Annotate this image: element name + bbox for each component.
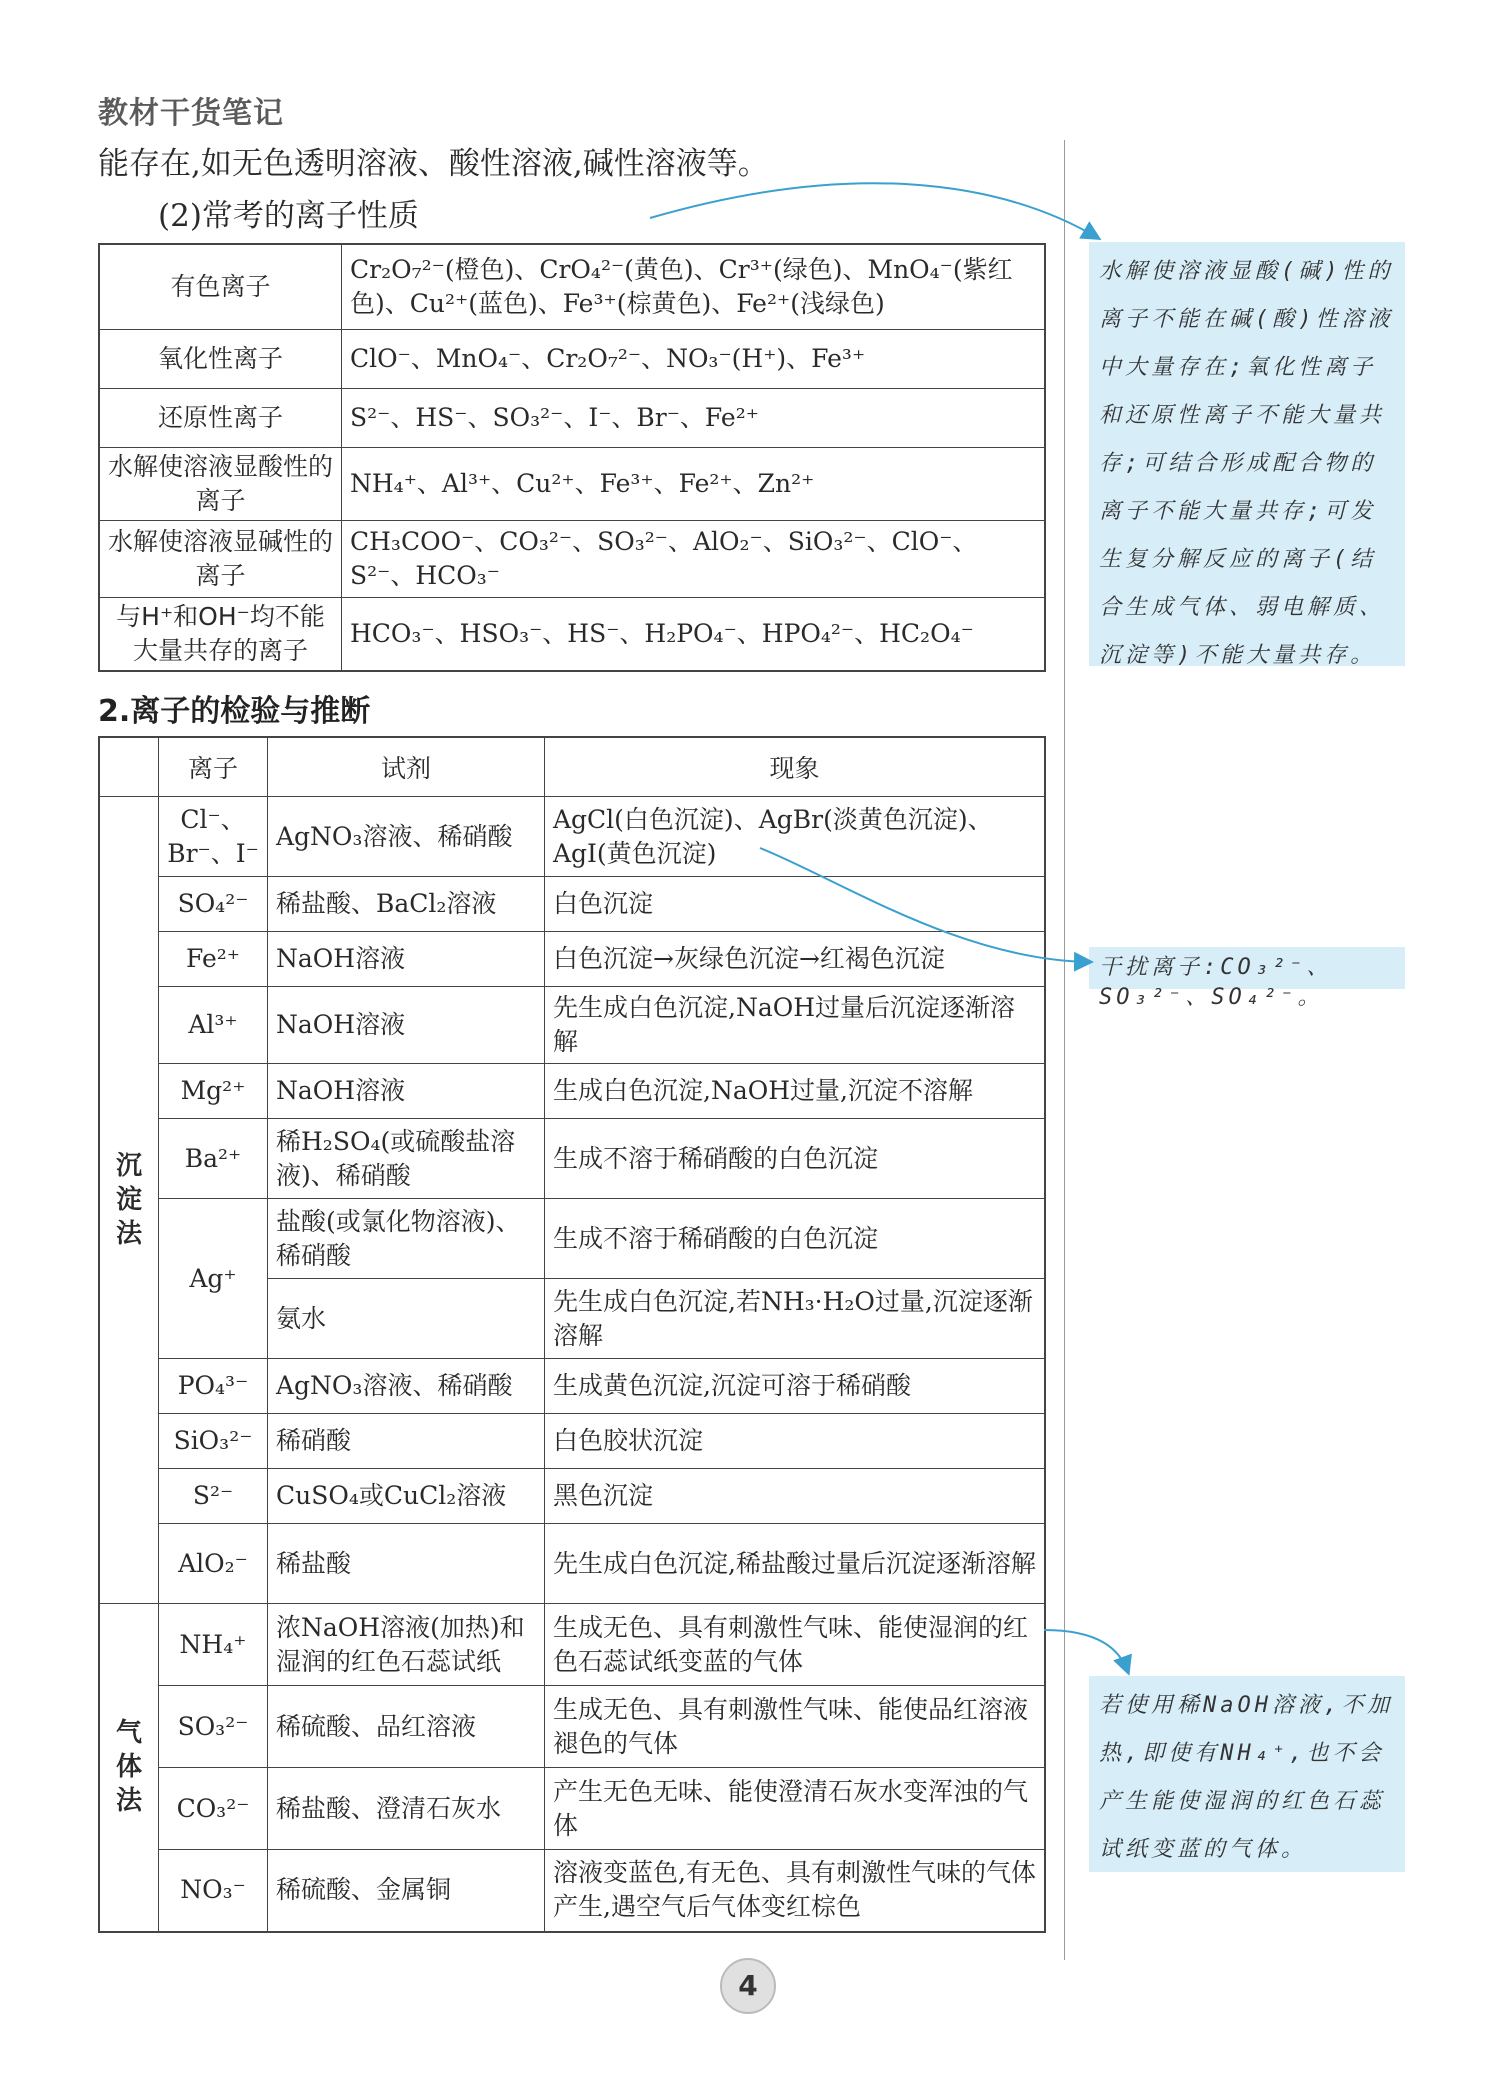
phenomenon-cell: 白色胶状沉淀 <box>545 1414 1046 1469</box>
page-header: 教材干货笔记 <box>98 96 284 131</box>
reagent-cell: NaOH溶液 <box>268 1064 545 1119</box>
reagent-cell: AgNO₃溶液、稀硝酸 <box>268 797 545 877</box>
row-key: 水解使溶液显酸性的离子 <box>99 448 342 521</box>
page-number: 4 <box>720 1958 776 2014</box>
phenomenon-cell: 黑色沉淀 <box>545 1469 1046 1524</box>
reagent-cell: NaOH溶液 <box>268 987 545 1064</box>
phenomenon-cell: 溶液变蓝色,有无色、具有刺激性气味的气体产生,遇空气后气体变红棕色 <box>545 1850 1046 1932</box>
reagent-cell: 浓NaOH溶液(加热)和湿润的红色石蕊试纸 <box>268 1604 545 1686</box>
row-key: 还原性离子 <box>99 389 342 448</box>
subsection-title: (2)常考的离子性质 <box>158 198 419 234</box>
reagent-cell: 稀硫酸、金属铜 <box>268 1850 545 1932</box>
ion-cell: SO₃²⁻ <box>159 1686 268 1768</box>
header-phenomenon: 现象 <box>545 737 1046 797</box>
margin-note-interference: 干扰离子:CO₃²⁻、SO₃²⁻、SO₄²⁻。 <box>1089 947 1405 989</box>
ion-cell: NH₄⁺ <box>159 1604 268 1686</box>
row-value: CH₃COO⁻、CO₃²⁻、SO₃²⁻、AlO₂⁻、SiO₃²⁻、ClO⁻、S²⁻、HCO₃⁻ <box>342 521 1046 598</box>
reagent-cell: AgNO₃溶液、稀硝酸 <box>268 1359 545 1414</box>
reagent-cell: 稀盐酸、澄清石灰水 <box>268 1768 545 1850</box>
ion-cell: Al³⁺ <box>159 987 268 1064</box>
ion-cell: Ag⁺ <box>159 1199 268 1359</box>
reagent-cell: CuSO₄或CuCl₂溶液 <box>268 1469 545 1524</box>
row-key: 有色离子 <box>99 244 342 330</box>
ion-cell: NO₃⁻ <box>159 1850 268 1932</box>
row-value: ClO⁻、MnO₄⁻、Cr₂O₇²⁻、NO₃⁻(H⁺)、Fe³⁺ <box>342 330 1046 389</box>
phenomenon-cell: 生成无色、具有刺激性气味、能使品红溶液褪色的气体 <box>545 1686 1046 1768</box>
row-value: Cr₂O₇²⁻(橙色)、CrO₄²⁻(黄色)、Cr³⁺(绿色)、MnO₄⁻(紫红色)、Cu²⁺(蓝色)、Fe³⁺(棕黄色)、Fe²⁺(浅绿色) <box>342 244 1046 330</box>
phenomenon-cell: 生成黄色沉淀,沉淀可溶于稀硝酸 <box>545 1359 1046 1414</box>
ion-cell: Ba²⁺ <box>159 1119 268 1199</box>
section-title: 2.离子的检验与推断 <box>98 694 371 729</box>
method-label: 沉淀法 <box>115 1151 142 1249</box>
margin-note-coexistence: 水解使溶液显酸(碱)性的离子不能在碱(酸)性溶液中大量存在;氧化性离子和还原性离子不能大量共存;可结合形成配合物的离子不能大量共存;可发生复分解反应的离子(结合生成气体、弱电解质、沉淀等)不能大量共存。 <box>1089 242 1405 666</box>
phenomenon-cell: 白色沉淀→灰绿色沉淀→红褐色沉淀 <box>545 932 1046 987</box>
ion-cell: SO₄²⁻ <box>159 877 268 932</box>
ion-cell: Cl⁻、Br⁻、I⁻ <box>159 797 268 877</box>
phenomenon-cell: 先生成白色沉淀,若NH₃·H₂O过量,沉淀逐渐溶解 <box>545 1279 1046 1359</box>
reagent-cell: 氨水 <box>268 1279 545 1359</box>
phenomenon-cell: 产生无色无味、能使澄清石灰水变浑浊的气体 <box>545 1768 1046 1850</box>
header-reagent: 试剂 <box>268 737 545 797</box>
arrow-to-note-3 <box>1044 1630 1128 1672</box>
arrow-to-note-1 <box>650 183 1098 238</box>
reagent-cell: 稀盐酸 <box>268 1524 545 1604</box>
body-line: 能存在,如无色透明溶液、酸性溶液,碱性溶液等。 <box>98 146 769 182</box>
phenomenon-cell: 生成无色、具有刺激性气味、能使湿润的红色石蕊试纸变蓝的气体 <box>545 1604 1046 1686</box>
reagent-cell: 稀硫酸、品红溶液 <box>268 1686 545 1768</box>
phenomenon-cell: AgCl(白色沉淀)、AgBr(淡黄色沉淀)、AgI(黄色沉淀) <box>545 797 1046 877</box>
phenomenon-cell: 先生成白色沉淀,稀盐酸过量后沉淀逐渐溶解 <box>545 1524 1046 1604</box>
ion-cell: AlO₂⁻ <box>159 1524 268 1604</box>
ion-cell: CO₃²⁻ <box>159 1768 268 1850</box>
row-key: 氧化性离子 <box>99 330 342 389</box>
row-value: HCO₃⁻、HSO₃⁻、HS⁻、H₂PO₄⁻、HPO₄²⁻、HC₂O₄⁻ <box>342 598 1046 672</box>
header-ion: 离子 <box>159 737 268 797</box>
reagent-cell: 稀盐酸、BaCl₂溶液 <box>268 877 545 932</box>
ion-cell: S²⁻ <box>159 1469 268 1524</box>
row-key: 与H⁺和OH⁻均不能大量共存的离子 <box>99 598 342 672</box>
phenomenon-cell: 生成不溶于稀硝酸的白色沉淀 <box>545 1119 1046 1199</box>
arrow-to-note-2 <box>760 848 1090 962</box>
margin-note-ammonium: 若使用稀NaOH溶液,不加热,即使有NH₄⁺,也不会产生能使湿润的红色石蕊试纸变蓝的气体。 <box>1089 1676 1405 1872</box>
ion-cell: Fe²⁺ <box>159 932 268 987</box>
method-label: 气体法 <box>115 1718 142 1817</box>
reagent-cell: 稀H₂SO₄(或硫酸盐溶液)、稀硝酸 <box>268 1119 545 1199</box>
reagent-cell: 盐酸(或氯化物溶液)、稀硝酸 <box>268 1199 545 1279</box>
phenomenon-cell: 先生成白色沉淀,NaOH过量后沉淀逐渐溶解 <box>545 987 1046 1064</box>
phenomenon-cell: 白色沉淀 <box>545 877 1046 932</box>
ion-cell: SiO₃²⁻ <box>159 1414 268 1469</box>
ion-cell: Mg²⁺ <box>159 1064 268 1119</box>
phenomenon-cell: 生成不溶于稀硝酸的白色沉淀 <box>545 1199 1046 1279</box>
reagent-cell: NaOH溶液 <box>268 932 545 987</box>
row-value: NH₄⁺、Al³⁺、Cu²⁺、Fe³⁺、Fe²⁺、Zn²⁺ <box>342 448 1046 521</box>
reagent-cell: 稀硝酸 <box>268 1414 545 1469</box>
row-value: S²⁻、HS⁻、SO₃²⁻、I⁻、Br⁻、Fe²⁺ <box>342 389 1046 448</box>
row-key: 水解使溶液显碱性的离子 <box>99 521 342 598</box>
phenomenon-cell: 生成白色沉淀,NaOH过量,沉淀不溶解 <box>545 1064 1046 1119</box>
ion-cell: PO₄³⁻ <box>159 1359 268 1414</box>
